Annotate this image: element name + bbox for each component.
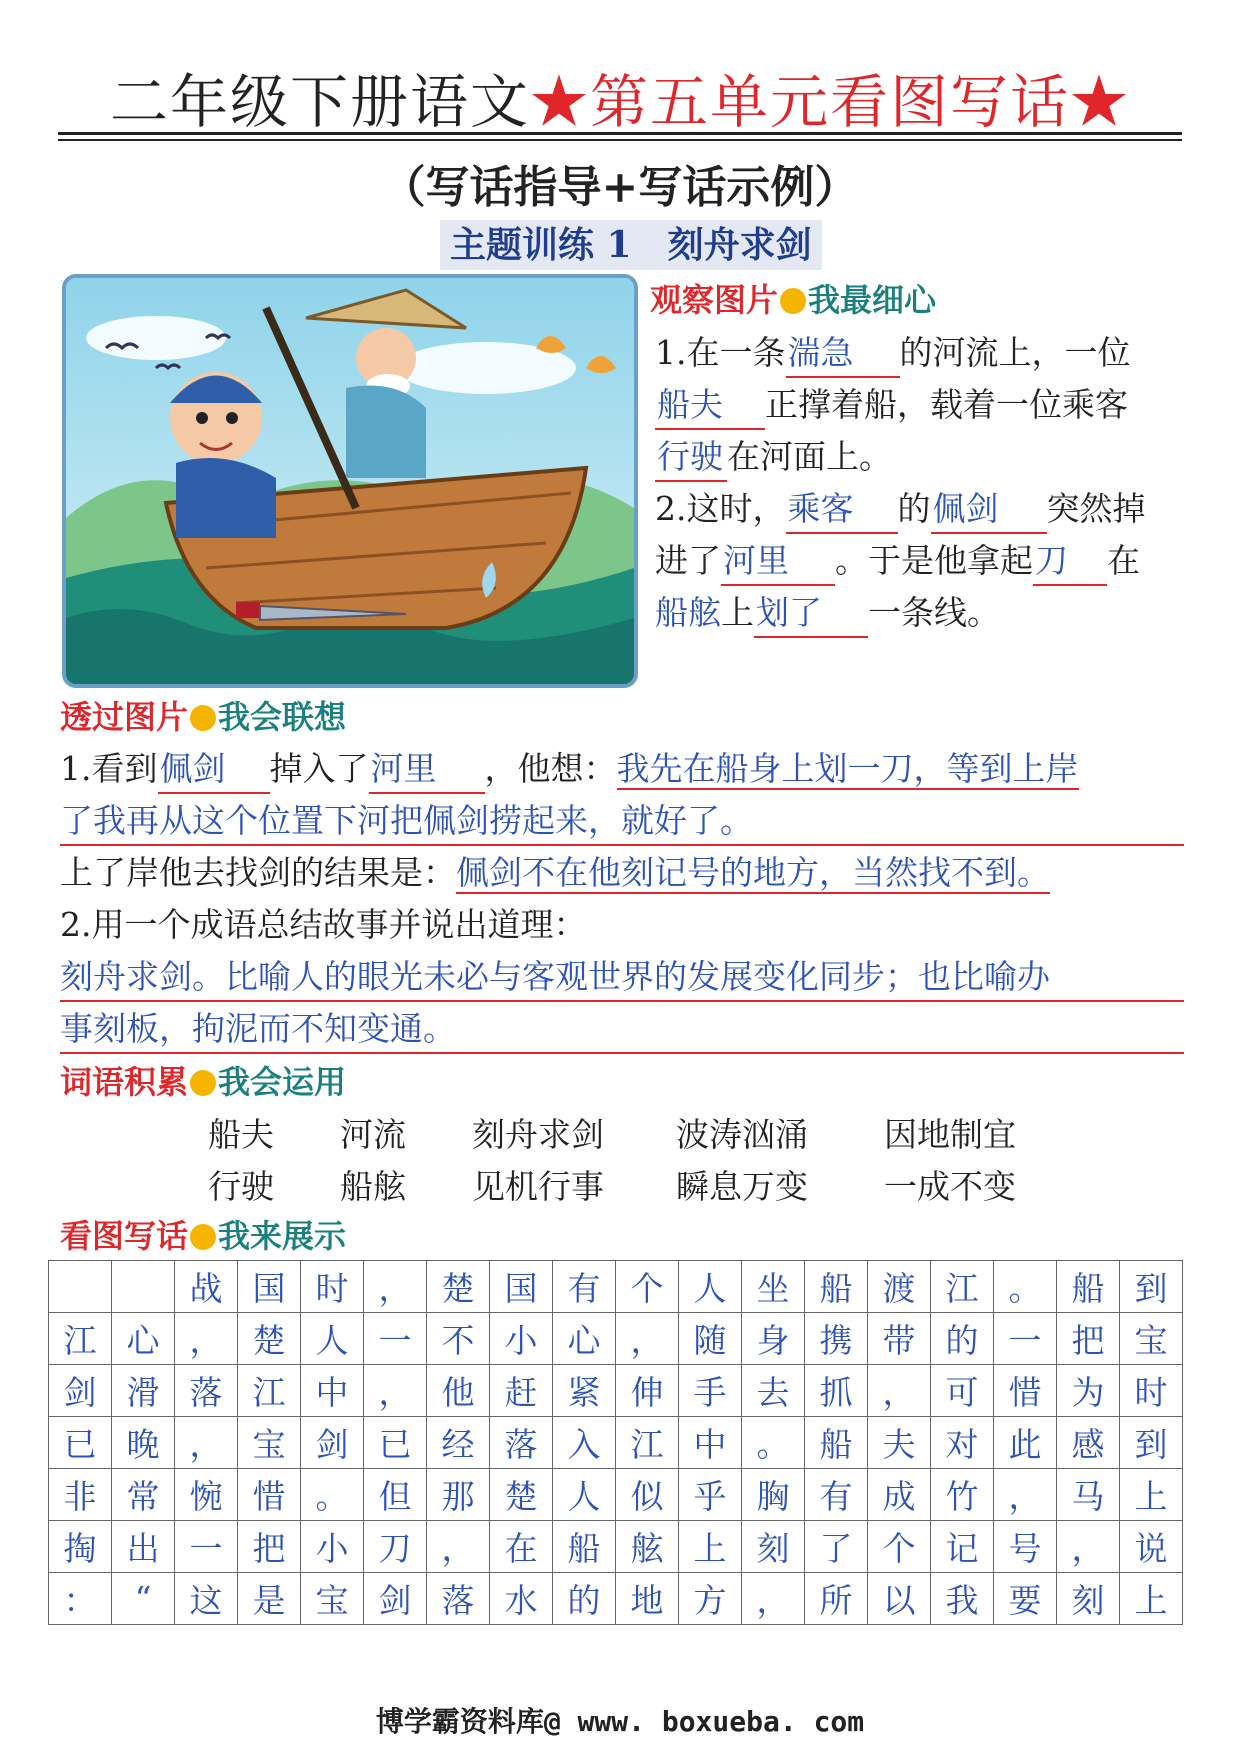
- grid-cell: 人: [553, 1469, 616, 1521]
- subtitle: （写话指导+写话示例）: [381, 162, 859, 213]
- grid-cell: 把: [1057, 1313, 1120, 1365]
- grid-cell: ，: [364, 1365, 427, 1417]
- fill-blank: 佩剑: [158, 746, 270, 794]
- grid-cell: 地: [616, 1573, 679, 1625]
- grid-row: [49, 1417, 1183, 1469]
- grid-cell: 成: [868, 1469, 931, 1521]
- grid-cell: 不: [427, 1313, 490, 1365]
- imagine-line-2: [60, 798, 1184, 846]
- dot-icon: [780, 288, 806, 314]
- grid-cell: 。: [742, 1417, 805, 1469]
- grid-cell: 时: [1120, 1365, 1183, 1417]
- imagine-line-3: 上了岸他去找剑的结果是：佩剑不在他刻记号的地方，当然找不到。: [60, 853, 1050, 892]
- grid-cell: 常: [112, 1469, 175, 1521]
- vocab-word: 波涛汹涌: [676, 1115, 808, 1154]
- grid-cell: 这: [175, 1573, 238, 1625]
- grid-cell: ，: [994, 1469, 1057, 1521]
- star-icon: ★: [529, 68, 590, 136]
- dot-icon: [190, 705, 216, 731]
- grid-cell: 非: [49, 1469, 112, 1521]
- grid-cell: 要: [994, 1573, 1057, 1625]
- fill-blank: 船夫: [655, 382, 765, 430]
- grid-cell: 了: [805, 1521, 868, 1573]
- grid-cell: 方: [679, 1573, 742, 1625]
- grid-cell: 船: [553, 1521, 616, 1573]
- grid-cell: 乎: [679, 1469, 742, 1521]
- grid-cell: 滑: [112, 1365, 175, 1417]
- grid-cell: 夫: [868, 1417, 931, 1469]
- theme-label: 主题训练 1 刻舟求剑: [440, 220, 822, 270]
- grid-cell: 楚: [238, 1313, 301, 1365]
- grid-row: [49, 1521, 1183, 1573]
- grid-cell: 已: [364, 1417, 427, 1469]
- story-illustration: [62, 274, 638, 688]
- grid-cell: 已: [49, 1417, 112, 1469]
- grid-cell: 有: [805, 1469, 868, 1521]
- grid-cell: 刻: [742, 1521, 805, 1573]
- grid-row: [49, 1469, 1183, 1521]
- grid-cell: 记: [931, 1521, 994, 1573]
- grid-cell: 心: [112, 1313, 175, 1365]
- observe-line-2: 船夫 正撑着船，载着一位乘客: [655, 382, 1128, 430]
- grid-cell: 中: [301, 1365, 364, 1417]
- grid-cell: 舷: [616, 1521, 679, 1573]
- grid-cell: 船: [805, 1261, 868, 1313]
- grid-cell: 但: [364, 1469, 427, 1521]
- grid-cell: 中: [679, 1417, 742, 1469]
- grid-cell: 携: [805, 1313, 868, 1365]
- section-writing-heading: 看图写话 我来展示: [60, 1217, 347, 1255]
- grid-cell: 落: [175, 1365, 238, 1417]
- grid-cell: 在: [490, 1521, 553, 1573]
- grid-cell: 似: [616, 1469, 679, 1521]
- vocab-word: 行驶: [208, 1167, 274, 1206]
- grid-cell: 宝: [1120, 1313, 1183, 1365]
- grid-cell: 手: [679, 1365, 742, 1417]
- grid-cell: 渡: [868, 1261, 931, 1313]
- grid-cell: 江: [238, 1365, 301, 1417]
- grid-cell: ，: [868, 1365, 931, 1417]
- answer-text: 佩剑不在他刻记号的地方，当然找不到。: [456, 853, 1050, 892]
- title-unit: 第五单元看图写话: [590, 68, 1071, 136]
- grid-cell: 出: [112, 1521, 175, 1573]
- grid-cell: ，: [175, 1313, 238, 1365]
- vocab-word: 瞬息万变: [676, 1167, 808, 1206]
- vocab-word: 船舷: [340, 1167, 406, 1206]
- grid-cell: 江: [931, 1261, 994, 1313]
- answer-text: 我先在船身上划一刀，等到上岸: [616, 749, 1079, 788]
- grid-cell: 伸: [616, 1365, 679, 1417]
- grid-cell: 刀: [364, 1521, 427, 1573]
- grid-cell: 上: [1120, 1573, 1183, 1625]
- grid-cell: 感: [1057, 1417, 1120, 1469]
- grid-cell: 楚: [490, 1469, 553, 1521]
- grid-cell: 宝: [301, 1573, 364, 1625]
- observe-line-3: 行驶 在河面上。: [655, 434, 892, 482]
- grid-cell: 胸: [742, 1469, 805, 1521]
- title-rule-bottom: [58, 139, 1182, 141]
- grid-cell: 船: [805, 1417, 868, 1469]
- answer-text: 事刻板，拘泥而不知变通。: [60, 1009, 456, 1048]
- grid-cell: 紧: [553, 1365, 616, 1417]
- fill-blank: 行驶: [655, 434, 727, 482]
- grid-cell: 的: [931, 1313, 994, 1365]
- dot-icon: [190, 1070, 216, 1096]
- grid-cell: 掏: [49, 1521, 112, 1573]
- page-title: [0, 62, 1240, 142]
- grid-cell: 对: [931, 1417, 994, 1469]
- grid-row: [49, 1313, 1183, 1365]
- grid-cell: 船: [1057, 1261, 1120, 1313]
- grid-cell: 带: [868, 1313, 931, 1365]
- grid-cell: 我: [931, 1573, 994, 1625]
- grid-cell: 国: [490, 1261, 553, 1313]
- grid-cell: 。: [994, 1261, 1057, 1313]
- grid-cell: 国: [238, 1261, 301, 1313]
- grid-cell: 。: [301, 1469, 364, 1521]
- grid-cell: 的: [553, 1573, 616, 1625]
- grid-cell: 楚: [427, 1261, 490, 1313]
- grid-cell: 落: [490, 1417, 553, 1469]
- footer-watermark: 博学霸资料库@ www. boxueba. com: [375, 1705, 865, 1738]
- title-rule-top: [58, 132, 1182, 135]
- writing-grid: [48, 1260, 1183, 1625]
- grid-cell: 宝: [238, 1417, 301, 1469]
- grid-cell: 剑: [49, 1365, 112, 1417]
- grid-cell: 马: [1057, 1469, 1120, 1521]
- grid-cell: 人: [679, 1261, 742, 1313]
- grid-cell: 小: [301, 1521, 364, 1573]
- grid-cell: 到: [1120, 1261, 1183, 1313]
- grid-cell: 经: [427, 1417, 490, 1469]
- vocab-word: 刻舟求剑: [472, 1115, 604, 1154]
- grid-cell: 惋: [175, 1469, 238, 1521]
- grid-cell: [112, 1261, 175, 1313]
- grid-cell: ，: [742, 1573, 805, 1625]
- fill-blank: 佩剑: [931, 486, 1047, 534]
- fill-blank: 刀: [1033, 538, 1107, 586]
- fill-blank: 河里: [369, 746, 485, 794]
- grid-cell: 时: [301, 1261, 364, 1313]
- grid-cell: ，: [175, 1417, 238, 1469]
- section-imagine-heading: 透过图片 我会联想: [60, 698, 347, 736]
- section-vocab-heading: 词语积累 我会运用: [60, 1063, 347, 1101]
- grid-cell: ，: [616, 1313, 679, 1365]
- observe-line-5: 进了河里 。于是他拿起刀 在: [655, 538, 1140, 586]
- observe-line-4: 2.这时，乘客 的佩剑 突然掉: [655, 486, 1146, 534]
- grid-cell: ：: [49, 1573, 112, 1625]
- grid-cell: 一: [175, 1521, 238, 1573]
- grid-cell: 晚: [112, 1417, 175, 1469]
- grid-cell: ，: [1057, 1521, 1120, 1573]
- vocab-word: 一成不变: [884, 1167, 1016, 1206]
- imagine-line-6: [60, 1006, 1184, 1054]
- grid-cell: 他: [427, 1365, 490, 1417]
- boat-scene-image: [66, 278, 634, 684]
- grid-cell: 为: [1057, 1365, 1120, 1417]
- fill-blank: 乘客: [786, 486, 898, 534]
- grid-cell: 是: [238, 1573, 301, 1625]
- grid-cell: 惜: [238, 1469, 301, 1521]
- grid-cell: ，: [427, 1521, 490, 1573]
- observe-line-1: 1.在一条湍急 的河流上，一位: [655, 330, 1131, 378]
- grid-cell: 号: [994, 1521, 1057, 1573]
- grid-cell: 去: [742, 1365, 805, 1417]
- dot-icon: [190, 1224, 216, 1250]
- imagine-line-1: 1.看到佩剑 掉入了河里 ，他想：我先在船身上划一刀，等到上岸: [60, 746, 1079, 794]
- grid-cell: 坐: [742, 1261, 805, 1313]
- grid-row: [49, 1261, 1183, 1313]
- grid-cell: 说: [1120, 1521, 1183, 1573]
- grid-cell: “: [112, 1573, 175, 1625]
- grid-cell: 上: [679, 1521, 742, 1573]
- fill-blank: 划了: [754, 590, 868, 638]
- grid-cell: 一: [994, 1313, 1057, 1365]
- grid-cell: 以: [868, 1573, 931, 1625]
- grid-cell: 个: [616, 1261, 679, 1313]
- grid-row: [49, 1573, 1183, 1625]
- vocab-word: 因地制宜: [884, 1115, 1016, 1154]
- vocab-word: 见机行事: [472, 1167, 604, 1206]
- grid-cell: 所: [805, 1573, 868, 1625]
- grid-cell: 个: [868, 1521, 931, 1573]
- grid-cell: 水: [490, 1573, 553, 1625]
- grid-cell: 心: [553, 1313, 616, 1365]
- grid-cell: 剑: [301, 1417, 364, 1469]
- vocab-word: 船夫: [208, 1115, 274, 1154]
- vocab-word: 河流: [340, 1115, 406, 1154]
- grid-cell: 竹: [931, 1469, 994, 1521]
- grid-cell: 江: [49, 1313, 112, 1365]
- grid-cell: 落: [427, 1573, 490, 1625]
- grid-cell: 一: [364, 1313, 427, 1365]
- star-icon: ★: [1070, 68, 1131, 136]
- grid-cell: 那: [427, 1469, 490, 1521]
- imagine-line-5: [60, 954, 1184, 1002]
- title-grade: 二年级下册语文: [109, 68, 530, 136]
- observe-line-6: 船舷上划了 一条线。: [655, 590, 1000, 638]
- grid-cell: 抓: [805, 1365, 868, 1417]
- imagine-line-4: 2.用一个成语总结故事并说出道理：: [60, 905, 587, 944]
- grid-cell: 赶: [490, 1365, 553, 1417]
- answer-text: 刻舟求剑。比喻人的眼光未必与客观世界的发展变化同步；也比喻办: [60, 957, 1050, 996]
- grid-cell: 上: [1120, 1469, 1183, 1521]
- grid-cell: 剑: [364, 1573, 427, 1625]
- grid-cell: 身: [742, 1313, 805, 1365]
- grid-cell: 小: [490, 1313, 553, 1365]
- answer-text: 了我再从这个位置下河把佩剑捞起来，就好了。: [60, 801, 753, 840]
- grid-cell: 战: [175, 1261, 238, 1313]
- grid-cell: 到: [1120, 1417, 1183, 1469]
- grid-cell: ，: [364, 1261, 427, 1313]
- grid-row: [49, 1365, 1183, 1417]
- grid-cell: 刻: [1057, 1573, 1120, 1625]
- grid-cell: 江: [616, 1417, 679, 1469]
- grid-cell: 随: [679, 1313, 742, 1365]
- grid-cell: 有: [553, 1261, 616, 1313]
- fill-blank: 湍急: [786, 330, 900, 378]
- grid-cell: 惜: [994, 1365, 1057, 1417]
- grid-cell: 可: [931, 1365, 994, 1417]
- grid-cell: 此: [994, 1417, 1057, 1469]
- fill-blank: 河里: [721, 538, 835, 586]
- section-observe-heading: 观察图片 我最细心: [650, 281, 937, 319]
- grid-cell: 入: [553, 1417, 616, 1469]
- grid-cell: 把: [238, 1521, 301, 1573]
- grid-cell: [49, 1261, 112, 1313]
- grid-cell: 人: [301, 1313, 364, 1365]
